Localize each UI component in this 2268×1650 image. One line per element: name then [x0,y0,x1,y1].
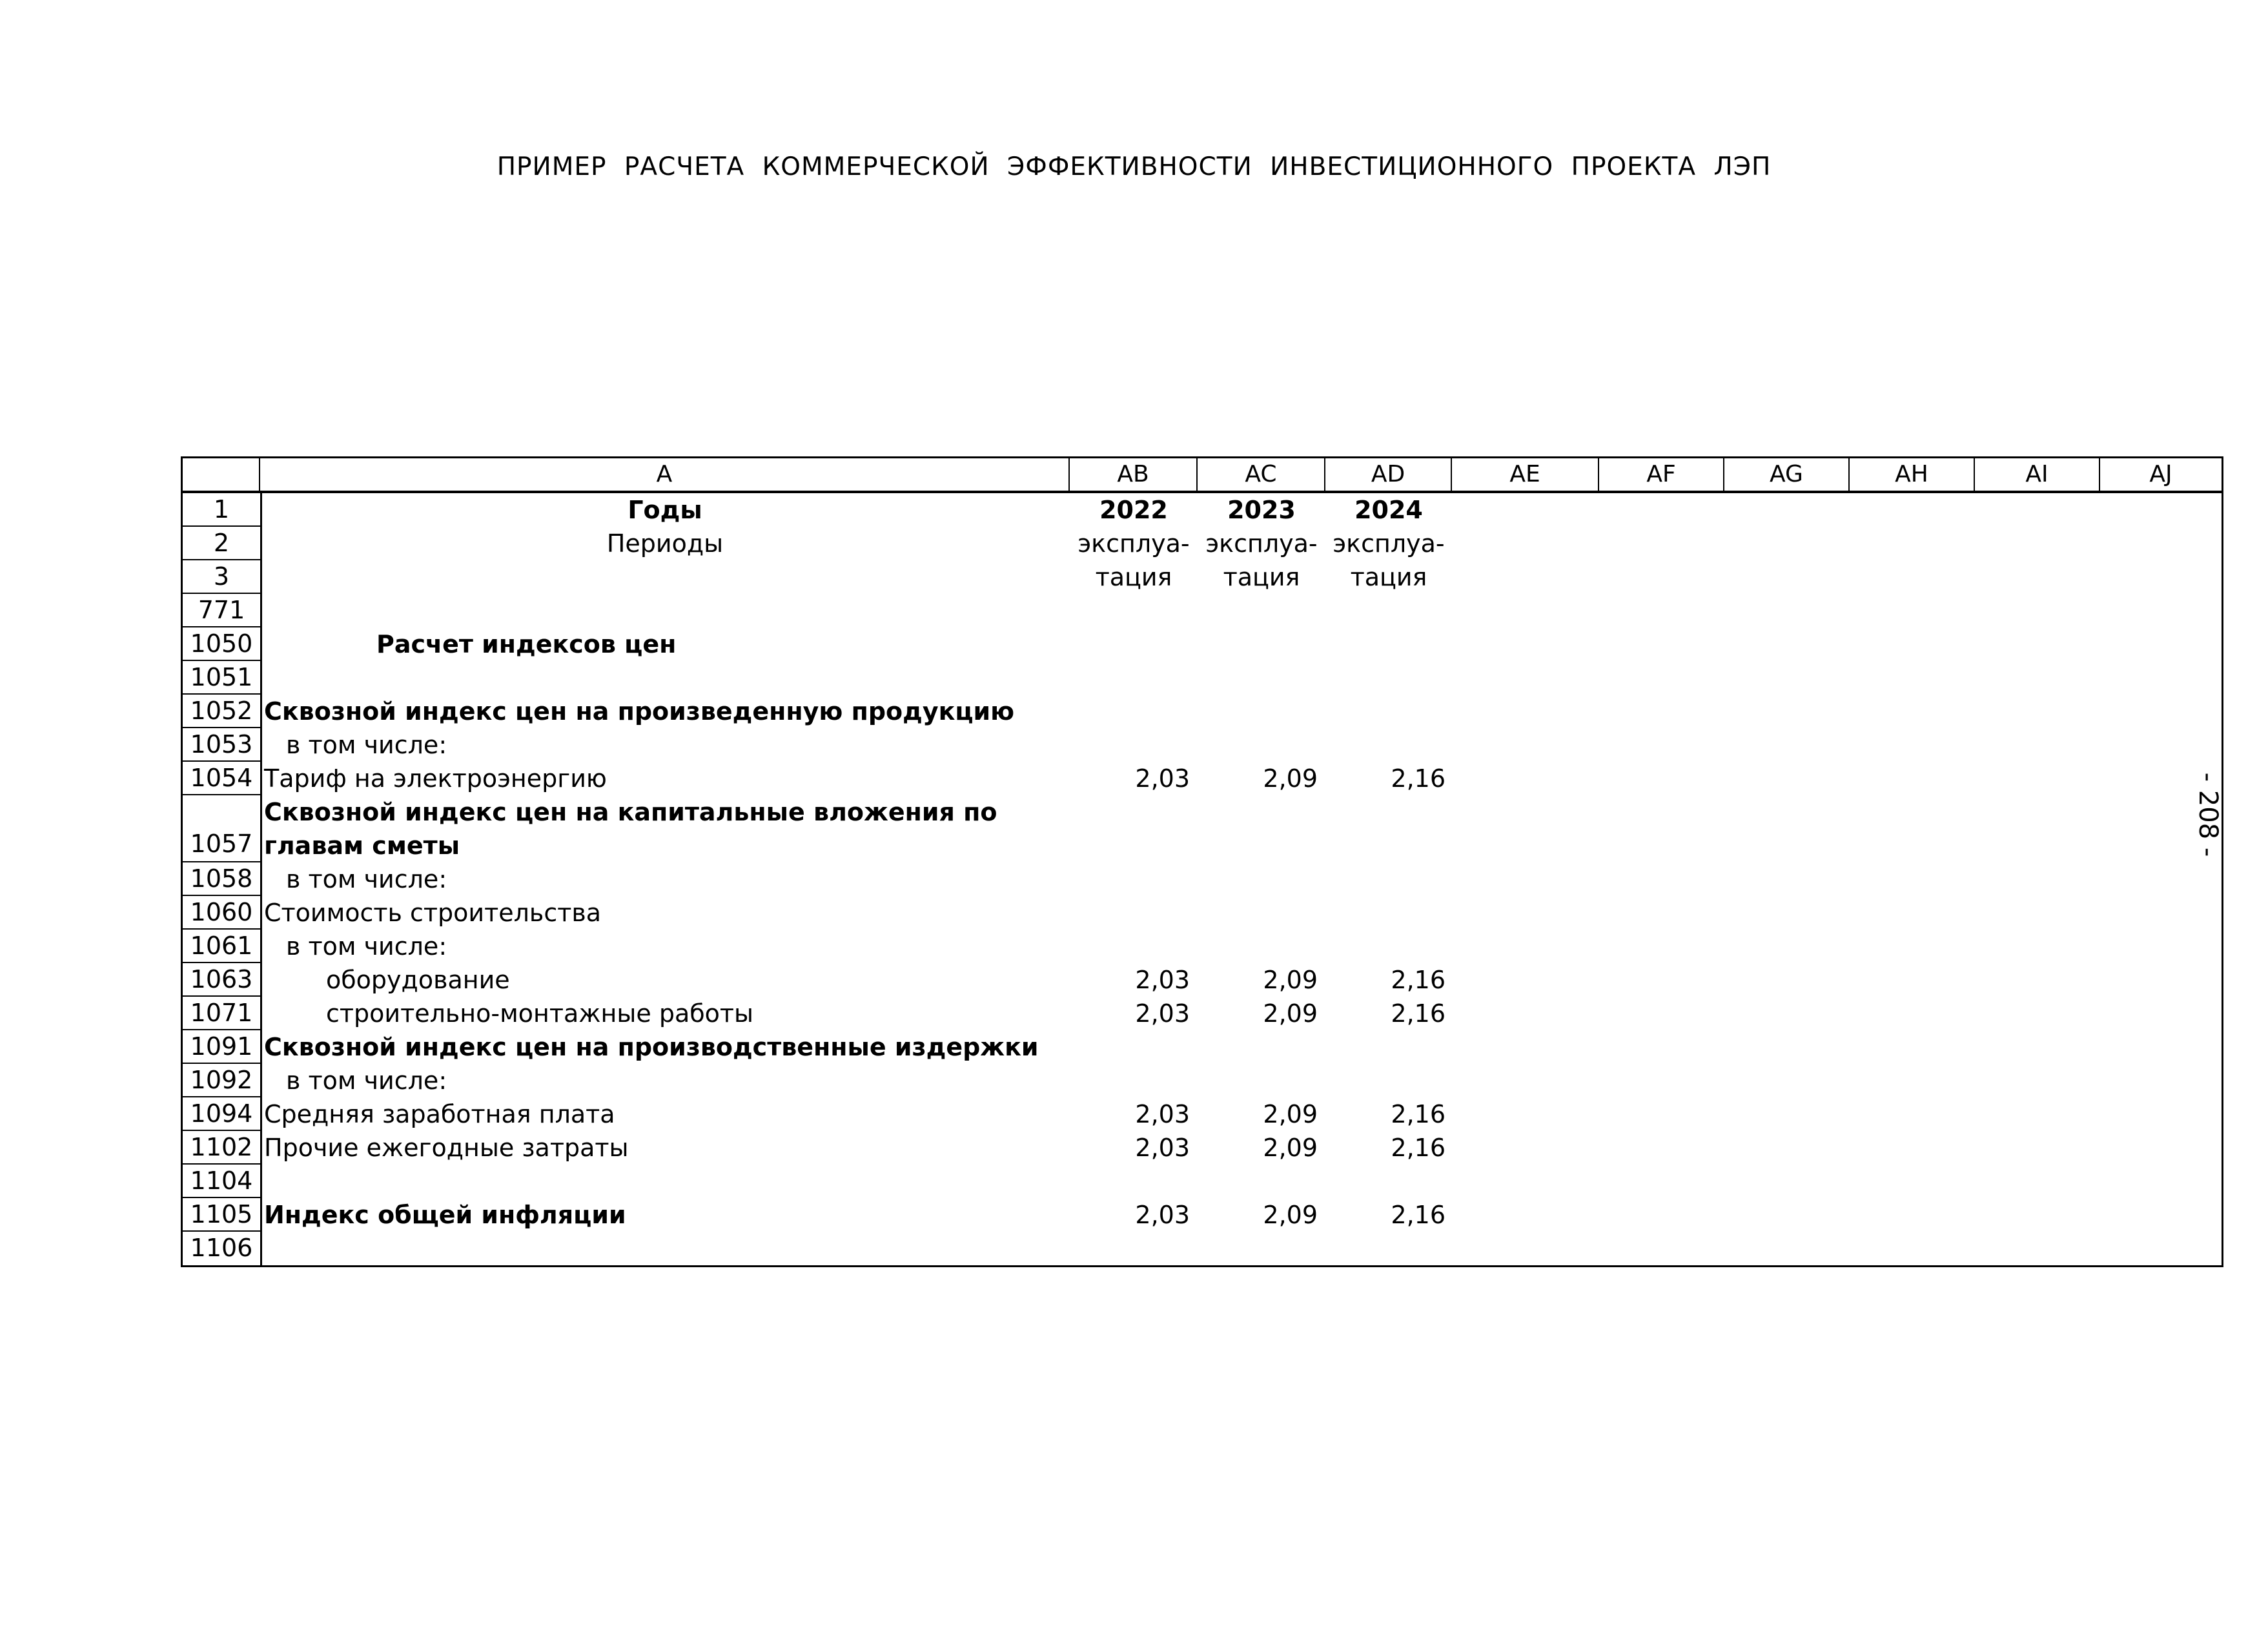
column-header-ai: AI [1975,458,2100,491]
value-cell: 2,16 [1391,1100,1446,1128]
row-number: 1054 [183,762,260,795]
value-cell: 2,03 [1135,1201,1190,1229]
value-cell: 2,09 [1263,1134,1318,1162]
period-label: тация [1350,563,1427,591]
value-cell: 2,16 [1391,999,1446,1028]
row-label: Сквозной индекс цен на производственные издержки [264,1033,1039,1061]
row-number: 1057 [183,795,260,862]
value-cell: 2,16 [1391,1134,1446,1162]
row-number-gutter [183,493,262,1265]
period-label: тация [1223,563,1300,591]
column-header-ad: AD [1325,458,1452,491]
period-label: эксплуа- [1333,529,1445,558]
period-label: эксплуа- [1078,529,1190,558]
row-label: в том числе: [286,1066,447,1095]
row-number: 1071 [183,997,260,1030]
corner-cell [183,458,260,491]
period-label: тация [1095,563,1172,591]
row-label: Средняя заработная плата [264,1100,615,1128]
row-number: 1051 [183,661,260,695]
column-header-ah: AH [1850,458,1975,491]
row-number: 1058 [183,862,260,896]
value-cell: 2,03 [1135,966,1190,994]
value-cell: 2,03 [1135,764,1190,793]
row-label: в том числе: [286,731,447,759]
value-cell: 2,16 [1391,1201,1446,1229]
row-number: 1092 [183,1064,260,1097]
value-cell: 2,09 [1263,966,1318,994]
section-title: Расчет индексов цен [376,630,677,658]
page-title: ПРИМЕР РАСЧЕТА КОММЕРЧЕСКОЙ ЭФФЕКТИВНОСТИ ИНВЕСТИЦИОННОГО ПРОЕКТА ЛЭП [496,152,1772,181]
row-label: Сквозной индекс цен на капитальные вложения по [264,798,997,826]
row-number: 1106 [190,1234,253,1262]
row-number: 1061 [183,930,260,963]
row-number: 1052 [183,695,260,728]
column-header-ab: AB [1070,458,1198,491]
row-label: Сквозной индекс цен на произведенную продукцию [264,697,1015,726]
row-number: 1053 [183,728,260,762]
row-number: 1050 [183,627,260,661]
periods-label: Периоды [606,529,724,558]
row-number: 2 [183,527,260,560]
value-cell: 2,16 [1391,966,1446,994]
value-cell: 2,03 [1135,1100,1190,1128]
row-number: 1060 [183,896,260,930]
column-header-ae: AE [1452,458,1599,491]
row-label: Индекс общей инфляции [264,1201,626,1229]
row-label: строительно-монтажные работы [326,999,754,1028]
year-header: 2022 [1099,496,1168,524]
value-cell: 2,16 [1391,764,1446,793]
row-number: 771 [183,594,260,627]
row-label: Прочие ежегодные затраты [264,1134,629,1162]
value-cell: 2,03 [1135,1134,1190,1162]
years-label: Годы [628,496,702,524]
row-number: 1102 [183,1131,260,1165]
row-label: оборудование [326,966,510,994]
row-label: главам сметы [264,831,460,860]
column-header-ag: AG [1724,458,1850,491]
row-number: 3 [183,560,260,594]
column-header-row [183,458,2222,493]
value-cell: 2,09 [1263,999,1318,1028]
row-label: Стоимость строительства [264,899,602,927]
row-label: в том числе: [286,865,447,893]
value-cell: 2,09 [1263,1100,1318,1128]
row-number: 1 [183,493,260,527]
value-cell: 2,09 [1263,1201,1318,1229]
spreadsheet [181,456,2223,1267]
column-header-a: A [260,458,1070,491]
column-header-aj: AJ [2149,461,2172,487]
value-cell: 2,09 [1263,764,1318,793]
row-label: в том числе: [286,932,447,961]
year-header: 2024 [1354,496,1423,524]
period-label: эксплуа- [1205,529,1318,558]
column-header-af: AF [1599,458,1724,491]
row-label: Тариф на электроэнергию [264,764,607,793]
row-number: 1063 [183,963,260,997]
value-cell: 2,03 [1135,999,1190,1028]
page-number: - 208 - [2193,772,2223,857]
column-header-ac: AC [1198,458,1325,491]
year-header: 2023 [1227,496,1296,524]
row-number: 1094 [183,1097,260,1131]
row-number: 1104 [183,1165,260,1198]
row-number: 1105 [183,1198,260,1232]
row-number: 1091 [183,1030,260,1064]
